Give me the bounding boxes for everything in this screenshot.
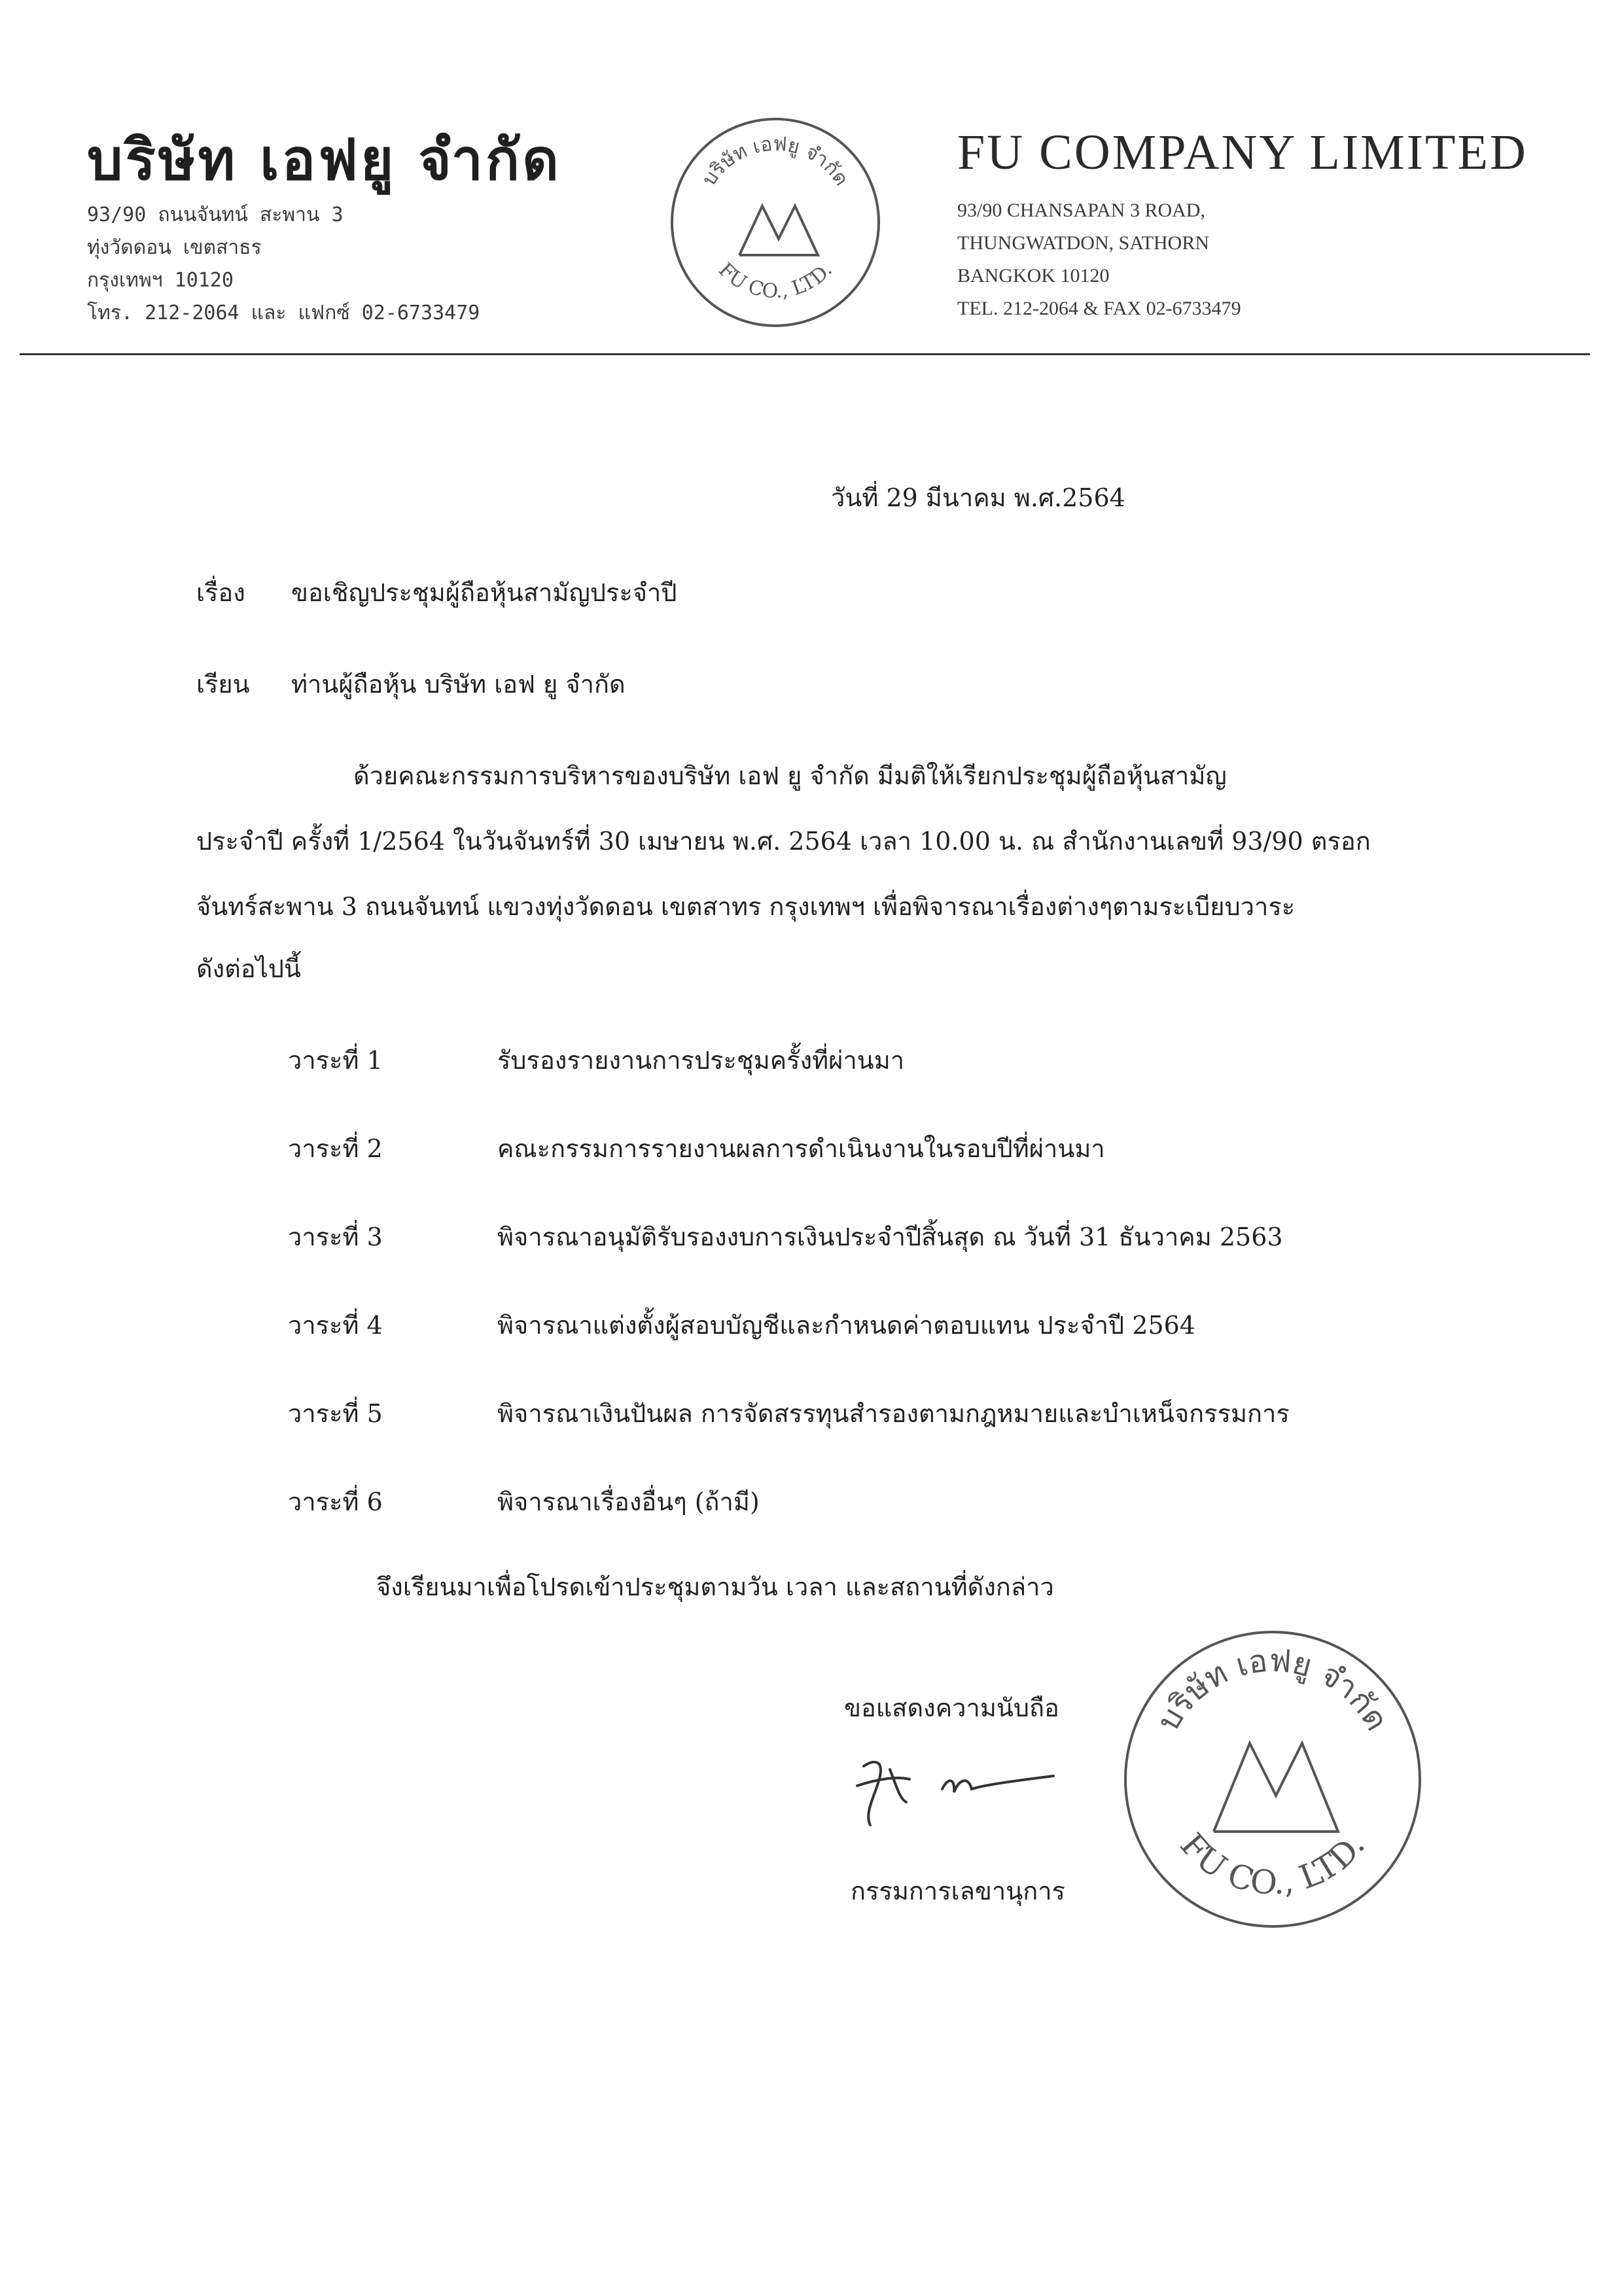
english-address-line: THUNGWATDON, SATHORN xyxy=(957,232,1209,254)
paragraph-line: จันทร์สะพาน 3 ถนนจันทน์ แขวงทุ่งวัดดอน เขตสาทร กรุงเทพฯ เพื่อพิจารณาเรื่องต่างๆตามระเบียบวาระ xyxy=(196,892,1296,921)
agenda-item-text: พิจารณาเงินปันผล การจัดสรรทุนสำรองตามกฎหมายและบำเหน็จกรรมการ xyxy=(497,1399,1290,1428)
paragraph-line: ดังต่อไปนี้ xyxy=(196,954,301,983)
thai-address-line: กรุงเทพฯ 10120 xyxy=(87,269,234,292)
english-address-line: BANGKOK 10120 xyxy=(957,265,1110,287)
recipient-label: เรียน xyxy=(196,670,250,699)
agenda-item-label: วาระที่ 6 xyxy=(288,1487,383,1516)
thai-address-line: 93/90 ถนนจันทน์ สะพาน 3 xyxy=(87,203,344,226)
company-stamp xyxy=(1116,1622,1430,1936)
agenda-item-label: วาระที่ 3 xyxy=(288,1223,383,1251)
regards-text: ขอแสดงความนับถือ xyxy=(844,1694,1059,1722)
stamp-top-text: บริษัท เอฟยู จำกัด xyxy=(1150,1642,1396,1737)
subject-label: เรื่อง xyxy=(196,578,245,607)
agenda-item-text: รับรองรายงานการประชุมครั้งที่ผ่านมา xyxy=(497,1046,905,1075)
letter-date: วันที่ 29 มีนาคม พ.ศ.2564 xyxy=(831,483,1125,512)
signature-image xyxy=(844,1740,1080,1838)
company-name-english: FU COMPANY LIMITED xyxy=(957,125,1528,180)
paragraph-line: ประจำปี ครั้งที่ 1/2564 ในวันจันทร์ที่ 30 เมษายน พ.ศ. 2564 เวลา 10.00 น. ณ สำนักงานเลขที่ 93/90 ตรอก xyxy=(196,827,1371,856)
stamp-bottom-text: FU CO., LTD. xyxy=(1173,1826,1373,1902)
paragraph-line: ด้วยคณะกรรมการบริหารของบริษัท เอฟ ยู จำกัด มีมติให้เรียกประชุมผู้ถือหุ้นสามัญ xyxy=(353,761,1227,790)
company-name-thai: บริษัท เอฟยู จำกัด xyxy=(87,127,561,193)
agenda-item-label: วาระที่ 4 xyxy=(288,1311,383,1340)
agenda-item-text: พิจารณาอนุมัติรับรองงบการเงินประจำปีสิ้นสุด ณ วันที่ 31 ธันวาคม 2563 xyxy=(497,1223,1283,1251)
thai-phone-line: โทร. 212-2064 และ แฟกซ์ 02-6733479 xyxy=(87,302,480,324)
closing-sentence: จึงเรียนมาเพื่อโปรดเข้าประชุมตามวัน เวลา และสถานที่ดังกล่าว xyxy=(376,1573,1054,1601)
thai-address-line: ทุ่งวัดดอน เขตสาธร xyxy=(87,236,262,259)
agenda-item-label: วาระที่ 5 xyxy=(288,1399,383,1428)
agenda-item-text: คณะกรรมการรายงานผลการดำเนินงานในรอบปีที่ผ่านมา xyxy=(497,1134,1105,1163)
agenda-item-text: พิจารณาเรื่องอื่นๆ (ถ้ามี) xyxy=(497,1487,760,1516)
agenda-item-label: วาระที่ 1 xyxy=(288,1046,383,1075)
seal-bottom-text: FU CO., LTD. xyxy=(714,258,837,304)
agenda-item-label: วาระที่ 2 xyxy=(288,1134,383,1163)
header-divider xyxy=(20,353,1590,355)
recipient-text: ท่านผู้ถือหุ้น บริษัท เอฟ ยู จำกัด xyxy=(291,670,626,699)
signer-title: กรรมการเลขานุการ xyxy=(851,1877,1065,1905)
english-phone-line: TEL. 212-2064 & FAX 02-6733479 xyxy=(957,298,1241,319)
english-address-line: 93/90 CHANSAPAN 3 ROAD, xyxy=(957,200,1205,221)
company-seal-header xyxy=(667,114,883,330)
agenda-item-text: พิจารณาแต่งตั้งผู้สอบบัญชีและกำหนดค่าตอบแทน ประจำปี 2564 xyxy=(497,1311,1195,1340)
seal-top-text: บริษัท เอฟยู จำกัด xyxy=(697,132,853,190)
subject-text: ขอเชิญประชุมผู้ถือหุ้นสามัญประจำปี xyxy=(291,578,677,607)
